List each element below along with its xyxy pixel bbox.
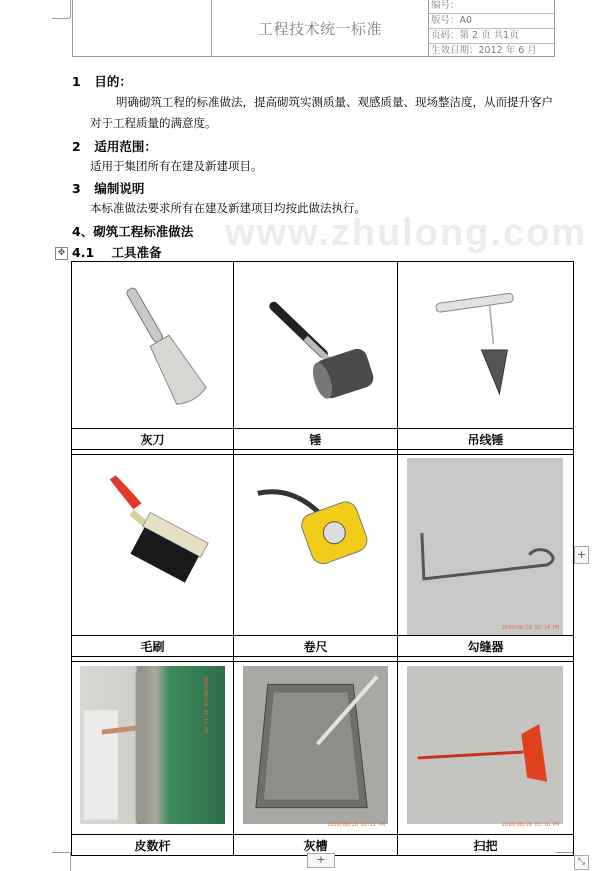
page-header: [72, 0, 555, 57]
broom-icon: [398, 662, 573, 834]
jointer-icon: [398, 455, 573, 635]
tool-image-cell: [234, 662, 398, 835]
tool-label: 锤: [234, 429, 398, 450]
page-title: 工程技术统一标准: [212, 0, 429, 56]
doc-version: 版号：A0: [429, 14, 554, 29]
photo-timestamp: 2010/08/28 03:16 PM: [501, 822, 559, 828]
doc-effective-date: 生效日期：2012 年 6 月: [431, 45, 537, 56]
section-2-text: 适用于集团所有在建及新建项目。: [90, 159, 263, 173]
tool-label: 勾缝器: [398, 636, 574, 657]
add-column-button[interactable]: +: [574, 546, 589, 564]
table-resize-handle-icon[interactable]: ⤡: [574, 855, 589, 870]
tool-image-cell: [72, 262, 234, 429]
photo-timestamp: 2010/08/28 02:14 PM: [202, 676, 208, 734]
tool-image-cell: [72, 662, 234, 835]
crop-mark: [52, 852, 70, 853]
tool-label: 灰刀: [72, 429, 234, 450]
tool-image-cell: [234, 455, 398, 636]
tool-image-cell: [398, 662, 574, 835]
doc-page: 页码：第 2 页 共1页: [429, 29, 554, 44]
mortar-tray-icon: [234, 662, 397, 834]
plumb-bob-icon: [398, 262, 573, 428]
tool-label: 皮数杆: [72, 835, 234, 856]
tool-image-cell: [398, 262, 574, 429]
section-4-heading: 4、砌筑工程标准做法: [72, 224, 194, 239]
photo-timestamp: 2010/08/28 02:14 PM: [501, 625, 559, 631]
tool-label: 吊线锤: [398, 429, 574, 450]
doc-code: 编号：: [429, 0, 554, 14]
add-row-button[interactable]: +: [307, 853, 335, 868]
tool-label: 卷尺: [234, 636, 398, 657]
header-logo-cell: [73, 0, 212, 56]
section-3-text: 本标准做法要求所有在建及新建项目均按此做法执行。: [90, 201, 366, 215]
tool-label: 扫把: [398, 835, 574, 856]
subsection-heading: 4.1 工具准备: [72, 245, 162, 260]
section-1-heading: 1 目的：: [72, 74, 132, 89]
section-2-heading: 2 适用范围：: [72, 139, 157, 154]
tools-table: [71, 261, 574, 856]
tape-measure-icon: [234, 455, 397, 635]
crop-mark: [70, 0, 71, 18]
story-pole-icon: [72, 662, 233, 834]
brush-icon: [72, 455, 233, 635]
crop-mark: [52, 18, 70, 19]
section-3-heading: 3 编制说明: [72, 181, 145, 196]
header-meta: [429, 0, 554, 58]
tool-label: 灰槽: [234, 835, 398, 856]
tool-image-cell: [398, 455, 574, 636]
section-1-text: 明确砌筑工程的标准做法，提高砌筑实测质量、观感质量、现场整洁度，从而提升客户对于工程质量的满意度。: [90, 95, 553, 130]
table-move-handle-icon[interactable]: ✥: [55, 247, 68, 260]
tool-label: 毛刷: [72, 636, 234, 657]
watermark: www.zhulong.com: [225, 212, 588, 254]
photo-timestamp: 2010/08/28 02:11 PM: [327, 822, 385, 828]
hammer-icon: [234, 262, 397, 428]
tool-image-cell: [72, 455, 234, 636]
trowel-icon: [72, 262, 233, 428]
tool-image-cell: [234, 262, 398, 429]
